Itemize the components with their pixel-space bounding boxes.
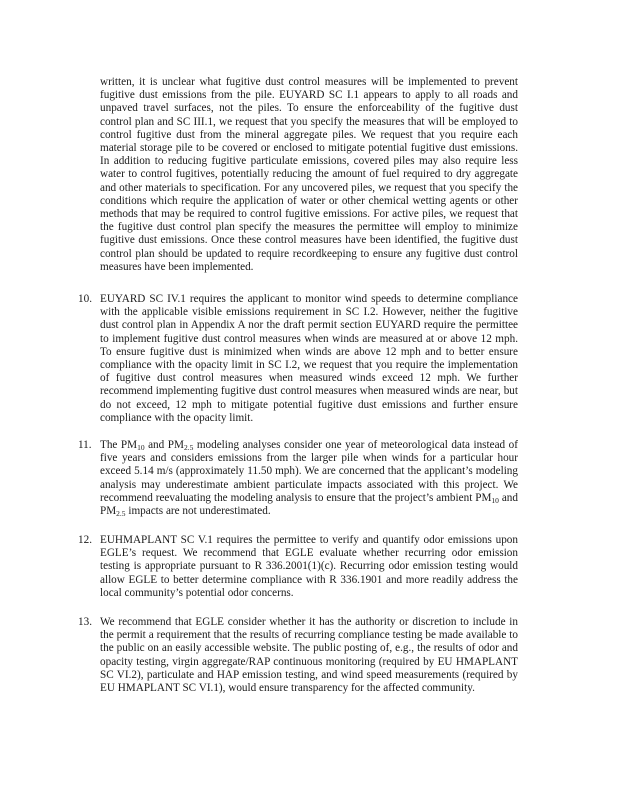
item-text-part: and PM (100, 491, 518, 518)
subscript: 10 (491, 495, 499, 505)
item-text (100, 439, 518, 518)
item-number: 11. (78, 439, 92, 451)
list-item-12 (78, 534, 518, 600)
item-number: 10. (78, 293, 92, 305)
item-text-part: impacts are not underestimated. (125, 505, 271, 518)
item-text: EUHMAPLANT SC V.1 requires the permittee to verify and quantify odor emissions upon EGLE’s request. We recommend that EGLE evaluate whether recurring odor emission testing is appropriate pursuant to R 336.2001(1)(c). Recurring odor emission testing would allow EGLE to better determine compliance with R 336.1901 and more readily address the local community’s potential odor concerns. (100, 534, 518, 599)
item-text: EUYARD SC IV.1 requires the applicant to monitor wind speeds to determine compliance with the applicable visible emissions requirement in SC I.2. However, neither the fugitive dust control plan in Appendix A nor the draft permit section EUYARD require the permittee to implement fugitive dust control measures when winds are measured at or above 12 mph. To ensure fugitive dust is minimized when winds are above 12 mph and to better ensure compliance with the opacity limit in SC I.2, we request that you require the implementation of fugitive dust control measures when measured winds exceed 12 mph. We further recommend implementing fugitive dust control measures when measured winds are near, but do not exceed, 12 mph to mitigate potential fugitive dust emissions and further ensure compliance with the opacity limit. (100, 293, 518, 424)
list-item-11 (78, 439, 518, 519)
subscript: 10 (137, 443, 145, 452)
item-text-part: and PM (144, 439, 184, 451)
item-number: 12. (78, 534, 92, 546)
continuation-paragraph: written, it is unclear what fugitive dust control measures will be implemented to prevent fugitive dust emissions from the pile. EUYARD SC I.1 appears to apply to all roads and unpaved travel surfaces, not the piles. To ensure the enforceability of the fugitive dust control plan and SC III.1, we request that you specify the measures that will be employed to control fugitive dust from the mineral aggregate piles. We request that you require each material storage pile to be covered or enclosed to mitigate potential fugitive dust emissions. In addition to reducing fugitive particulate emissions, covered piles may also require less water to control fugitives, potentially reducing the amount of fuel required to dry aggregate and other materials to specification. For any uncovered piles, we request that you specify the conditions which require the application of water or other chemical wetting agents or other methods that may be required to control fugitive emissions. For active piles, we request that the fugitive dust control plan specify the measures the permittee will employ to minimize fugitive dust emissions. Once these control measures have been identified, the fugitive dust control plan should be updated to require recordkeeping to ensure any fugitive dust control measures have been implemented. (100, 76, 518, 273)
item-number: 13. (78, 616, 92, 628)
list-item-13 (78, 616, 518, 695)
subscript: 2.5 (116, 509, 126, 519)
item-text-part: modeling analyses consider one year of meteorological data instead of five years and considers emissions from the larger pile when winds for a particular hour exceed 5.14 m/s (approximately 11.50 mph). We are concerned that the applicant’s modeling analysis may underestimate ambient particulate impacts associated with this project. We recommend reevaluating the modeling analysis to ensure that the project’s ambient PM (100, 439, 518, 504)
list-item-10 (78, 293, 518, 425)
subscript: 2.5 (183, 443, 194, 452)
item-text-part: The PM (100, 439, 138, 451)
item-text: We recommend that EGLE consider whether it has the authority or discretion to include in the permit a requirement that the results of recurring compliance testing be made available to the public on an easily accessible website. The public posting of, e.g., the results of odor and opacity testing, virgin aggregate/RAP continuous monitoring (required by EU HMAPLANT SC VI.2), particulate and HAP emission testing, and wind speed measurements (required by EU HMAPLANT SC VI.1), would ensure transparency for the affected community. (100, 616, 518, 695)
